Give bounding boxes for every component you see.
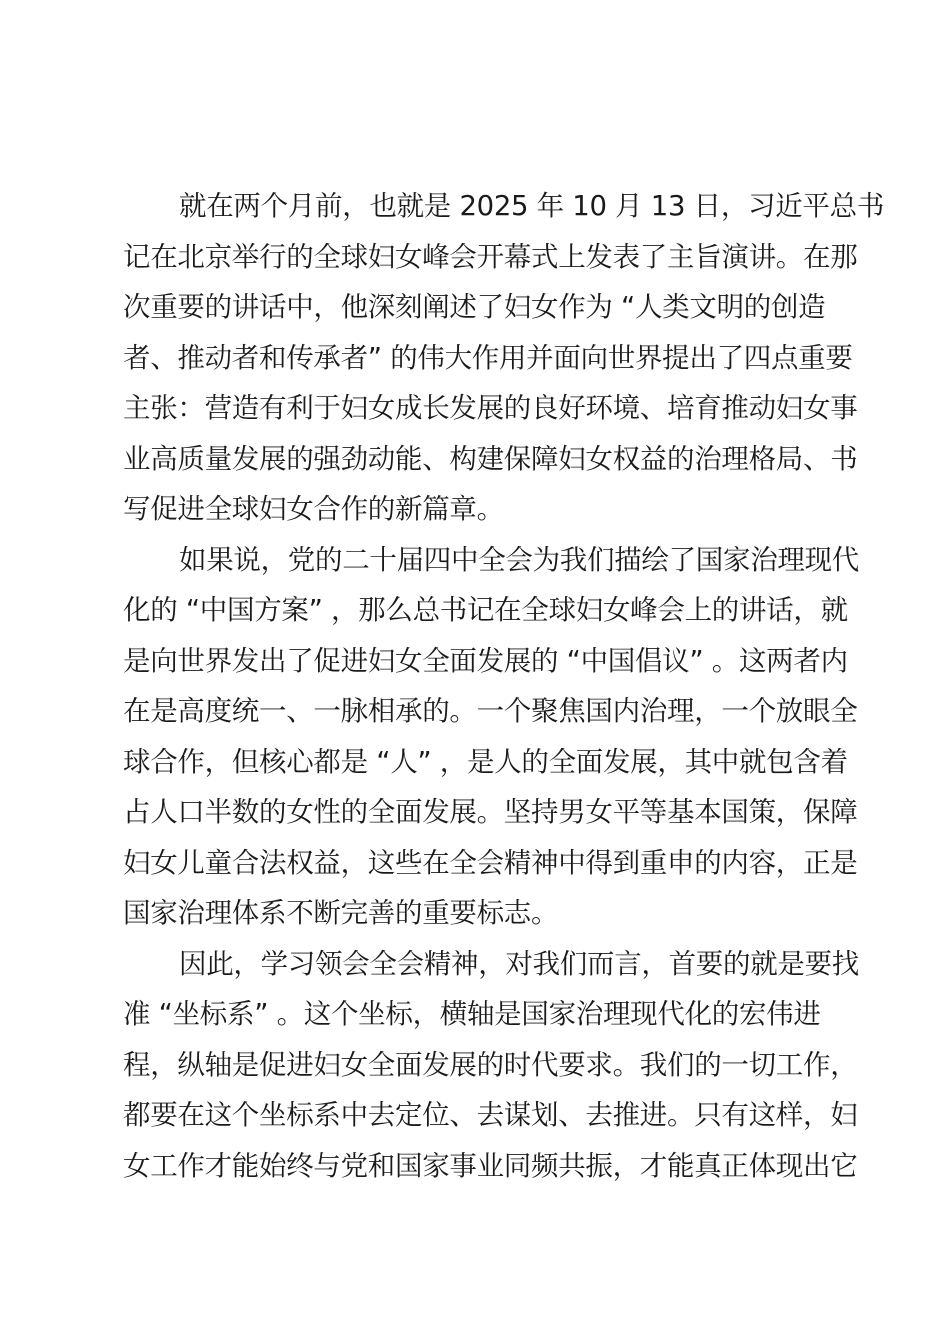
text-line: 写促进全球妇女合作的新篇章。: [123, 493, 504, 525]
document-body: [123, 186, 885, 1196]
paragraph-2: [123, 540, 859, 944]
paragraph-3: [123, 944, 859, 1197]
text-line: 占人口半数的女性的全面发展。坚持男女平等基本国策，保障: [123, 796, 858, 828]
text-line: 如果说，党的二十届四中全会为我们描绘了国家治理现代: [179, 543, 859, 576]
text-line: 记在北京举行的全球妇女峰会开幕式上发表了主旨演讲。在那: [123, 240, 858, 273]
text-line: 化的 “中国方案” ，那么总书记在全球妇女峰会上的讲话，就: [123, 594, 848, 626]
text-line: 准 “坐标系” 。这个坐标，横轴是国家治理现代化的宏伟进: [123, 998, 821, 1030]
text-line: 主张：营造有利于妇女成长发展的良好环境、培育推动妇女事: [123, 392, 858, 424]
text-line: 就在两个月前，也就是 2025 年 10 月 13 日，习近平总书: [179, 190, 885, 222]
paragraph-1: [123, 186, 885, 540]
text-line: 是向世界发出了促进妇女全面发展的 “中国倡议” 。这两者内: [123, 644, 848, 677]
text-line: 程，纵轴是促进妇女全面发展的时代要求。我们的一切工作，: [123, 1048, 858, 1081]
text-line: 在是高度统一、一脉相承的。一个聚焦国内治理，一个放眼全: [123, 695, 858, 727]
text-line: 女工作才能始终与党和国家事业同频共振，才能真正体现出它: [123, 1149, 858, 1182]
text-line: 因此，学习领会全会精神，对我们而言，首要的就是要找: [179, 947, 859, 980]
text-line: 国家治理体系不断完善的重要标志。: [123, 897, 559, 929]
text-line: 次重要的讲话中，他深刻阐述了妇女作为 “人类文明的创造: [123, 291, 826, 323]
text-line: 妇女儿童合法权益，这些在全会精神中得到重申的内容，正是: [123, 846, 858, 879]
text-line: 者、推动者和传承者” 的伟大作用并面向世界提出了四点重要: [123, 341, 853, 374]
text-line: 球合作，但核心都是 “人” ，是人的全面发展，其中就包含着: [123, 745, 848, 778]
text-line: 业高质量发展的强劲动能、构建保障妇女权益的治理格局、书: [123, 442, 858, 475]
text-line: 都要在这个坐标系中去定位、去谋划、去推进。只有这样，妇: [123, 1099, 858, 1131]
